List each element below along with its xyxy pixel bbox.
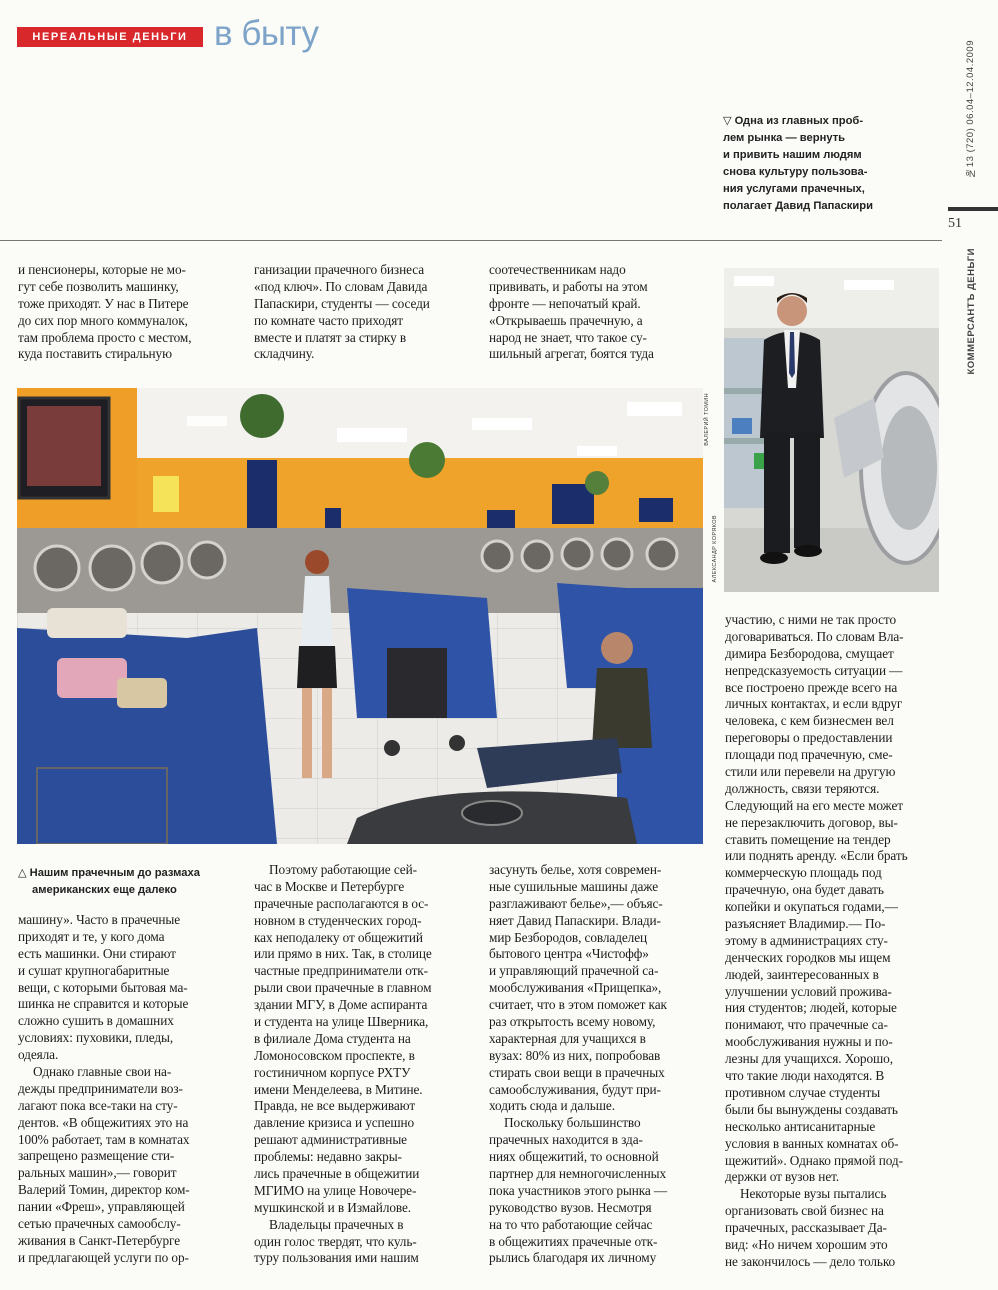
upper-text-column-2: ганизации прачечного бизнеса «под ключ». По словам Давида Папаскири, студенты — соседи по комнате часто приходят вместе и платят за стирку в складчину. — [254, 262, 430, 362]
laundromat-photo-caption — [18, 865, 200, 899]
caption-line: и привить нашим людям — [723, 149, 862, 161]
page-number: 51 — [948, 216, 962, 231]
triangle-down-icon: ▽ — [723, 115, 732, 127]
caption-line: полагает Давид Папаскири — [723, 200, 873, 212]
section-label: НЕРЕАЛЬНЫЕ ДЕНЬГИ — [17, 27, 203, 47]
section-title: в быту — [214, 14, 319, 53]
lower-text-column-1: машину». Часто в прачечные приходят и те, у кого дома есть машинки. Они стирают и сушат крупногабаритные вещи, с которыми бытовая ма- шинка не справится и которые сложно сушить в домашних условиях: пуховики, пледы, одеяла. Однако главные свои на- дежды предприниматели воз- лагают пока все-таки на сту- дентов. «В общежитиях это на 100% работает, там в комнатах запрещено размещение сти- ральных машин»,— говорит Валерий Томин, директор ком- пании «Фреш», управляющей сетью прачечных самообслу- живания в Санкт-Петербурге и предлагающей услуги по ор- — [18, 912, 190, 1265]
issue-info: №13 (720) 06.04–12.04.2009 — [965, 40, 976, 179]
laundromat-photo-credit: ВАЛЕРИЙ ТОМИН — [704, 393, 710, 446]
laundromat-photo — [17, 388, 703, 844]
caption-line: △ Нашим прачечным до размаха — [18, 867, 200, 879]
header-divider — [0, 240, 942, 241]
upper-text-column-3: соотечественникам надо прививать, и работы на этом фронте — непочатый край. «Открываешь прачечную, а народ не знает, что такое су- шильный агрегат, боятся туда — [489, 262, 654, 362]
lower-text-column-3: засунуть белье, хотя современ- ные сушильные машины даже разглаживают белье»,— объяс- няет Давид Папаскири. Влади- мир Безбородов, совладелец бытового центра «Чистофф» и управляющий прачечной са- мообслуживания «Прищепка», считает, что в этом поможет как раз открытость всему новому, характерная для учащихся в вузах: 80% из них, попробовав стирать свои вещи в прачечных самообслуживания, будут при- ходить сюда и дальше. Поскольку большинство прачечных находится в зда- ниях общежитий, то основной партнер для немногочисленных пока участников этого рынка — руководство вузов. Несмотря на то что работающие сейчас в общежитиях прачечные отк- рылись благодаря их личному — [489, 862, 668, 1266]
top-caption — [723, 113, 873, 215]
triangle-up-icon: △ — [18, 867, 27, 879]
caption-line: снова культуру пользова- — [723, 166, 868, 178]
magazine-name: КОММЕРСАНТЪ ДЕНЬГИ — [966, 248, 977, 375]
caption-line: американских еще далеко — [32, 884, 177, 896]
caption-line: лем рынка — вернуть — [723, 132, 846, 144]
lower-text-column-2: Поэтому работающие сей- час в Москве и Петербурге прачечные располагаются в ос- новном в студенческих город- ках неподалеку от общежитий или прямо в них. Так, в столице частные предприниматели отк- рыли свои прачечные в главном здании МГУ, в Доме аспиранта и студента на улице Шверника, в филиале Дома студента на Ломоносовском проспекте, в гостиничном корпусе РХТУ имени Менделеева, в Митине. Правда, не все выдерживают давление кризиса и успешно решают административные проблемы: недавно закры- лись прачечные в общежитии МГИМО на улице Новочере- мушкинской и в Измайлове. Владельцы прачечных в один голос твердят, что куль- туру пользования ими нашим — [254, 862, 432, 1266]
caption-line: ния услугами прачечных, — [723, 183, 865, 195]
caption-line: ▽ Одна из главных проб- — [723, 115, 864, 127]
portrait-photo-credit: АЛЕКСАНДР КОРЯКОВ — [712, 515, 718, 583]
portrait-photo — [724, 268, 939, 592]
lower-text-column-4: участию, с ними не так просто договариваться. По словам Вла- димира Безбородова, смущает непредсказуемость ситуации — все построено прежде всего на личных контактах, и если вдруг человека, с кем бизнесмен вел переговоры о предоставлении площади под прачечную, сме- стили или перевели на другую должность, связи теряются. Следующий на его месте может не перезаключить договор, вы- ставить помещение на тендер или поднять аренду. «Если брать коммерческую площадь под прачечную, она будет давать копейки и окупаться годами,— разъясняет Владимир.— По- этому в администрациях сту- денческих городков мы ищем людей, заинтересованных в улучшении условий прожива- ния студентов; людей, которые понимают, что прачечные са- мообслуживания нужны и по- лезны для учащихся. Хорошо, что такие люди находятся. В противном случае студенты были бы вынуждены создавать несколько антисанитарные условия в ванных комнатах об- щежитий». Однако прямой под- держки от вузов нет. Некоторые вузы пытались организовать свой бизнес на прачечных, рассказывает Да- вид: «Но ничем хорошим это не закончилось — дело только — [725, 612, 908, 1269]
page-number-rule — [948, 207, 998, 211]
upper-text-column-1: и пенсионеры, которые не мо- гут себе позволить машинку, тоже приходят. У нас в Питере до сих пор много коммуналок, там проблема просто с местом, куда поставить стиральную — [18, 262, 192, 362]
